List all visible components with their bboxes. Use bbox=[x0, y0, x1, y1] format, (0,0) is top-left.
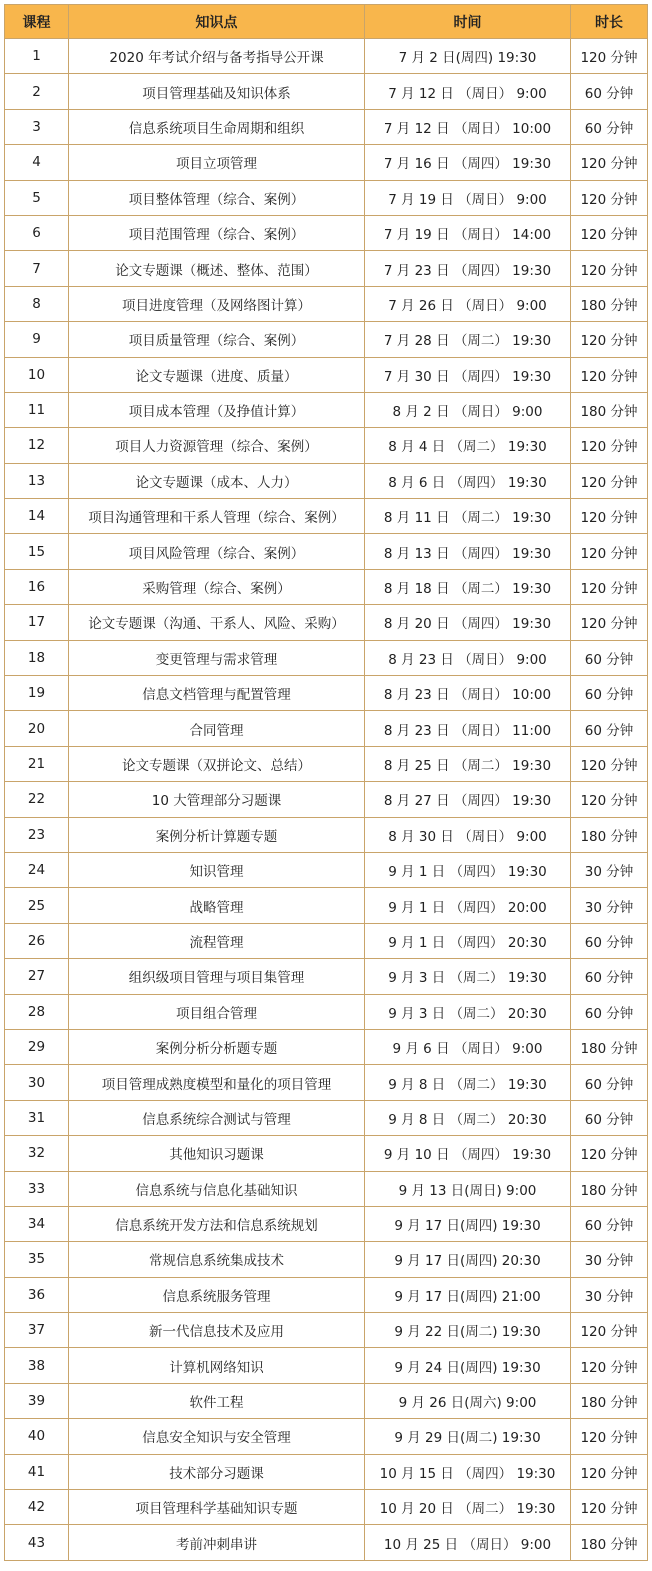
course-duration: 120 分钟 bbox=[571, 145, 648, 180]
course-schedule-table bbox=[4, 4, 648, 1561]
course-topic: 项目管理科学基础知识专题 bbox=[69, 1490, 365, 1525]
course-time: 9 月 17 日(周四) 21:00 bbox=[365, 1277, 571, 1312]
table-row bbox=[5, 1136, 648, 1171]
course-time: 7 月 23 日 （周四） 19:30 bbox=[365, 251, 571, 286]
table-row bbox=[5, 711, 648, 746]
table-row bbox=[5, 463, 648, 498]
course-topic: 2020 年考试介绍与备考指导公开课 bbox=[69, 39, 365, 74]
course-time: 7 月 30 日 （周四） 19:30 bbox=[365, 357, 571, 392]
course-duration: 60 分钟 bbox=[571, 640, 648, 675]
course-number: 33 bbox=[5, 1171, 69, 1206]
course-time: 8 月 23 日 （周日） 10:00 bbox=[365, 676, 571, 711]
course-topic: 技术部分习题课 bbox=[69, 1454, 365, 1489]
course-time: 7 月 19 日 （周日） 9:00 bbox=[365, 180, 571, 215]
course-time: 8 月 2 日 （周日） 9:00 bbox=[365, 392, 571, 427]
course-number: 17 bbox=[5, 605, 69, 640]
course-topic: 信息系统与信息化基础知识 bbox=[69, 1171, 365, 1206]
course-number: 25 bbox=[5, 888, 69, 923]
course-topic: 流程管理 bbox=[69, 923, 365, 958]
table-row bbox=[5, 286, 648, 321]
course-topic: 合同管理 bbox=[69, 711, 365, 746]
course-number: 15 bbox=[5, 534, 69, 569]
course-topic: 项目管理基础及知识体系 bbox=[69, 74, 365, 109]
table-row bbox=[5, 1242, 648, 1277]
course-duration: 180 分钟 bbox=[571, 817, 648, 852]
table-row bbox=[5, 569, 648, 604]
course-duration: 60 分钟 bbox=[571, 1206, 648, 1241]
course-number: 12 bbox=[5, 428, 69, 463]
course-number: 21 bbox=[5, 746, 69, 781]
course-topic: 新一代信息技术及应用 bbox=[69, 1313, 365, 1348]
course-time: 9 月 10 日 （周四） 19:30 bbox=[365, 1136, 571, 1171]
course-topic: 项目整体管理（综合、案例） bbox=[69, 180, 365, 215]
course-topic: 项目进度管理（及网络图计算） bbox=[69, 286, 365, 321]
course-duration: 120 分钟 bbox=[571, 357, 648, 392]
table-row bbox=[5, 392, 648, 427]
course-time: 7 月 12 日 （周日） 10:00 bbox=[365, 109, 571, 144]
course-duration: 180 分钟 bbox=[571, 1029, 648, 1064]
course-number: 2 bbox=[5, 74, 69, 109]
table-row bbox=[5, 1065, 648, 1100]
table-row bbox=[5, 1419, 648, 1454]
table-row bbox=[5, 923, 648, 958]
table-row bbox=[5, 782, 648, 817]
course-number: 41 bbox=[5, 1454, 69, 1489]
table-row bbox=[5, 640, 648, 675]
course-topic: 软件工程 bbox=[69, 1383, 365, 1418]
table-row bbox=[5, 994, 648, 1029]
course-time: 9 月 8 日 （周二） 19:30 bbox=[365, 1065, 571, 1100]
course-time: 9 月 29 日(周二) 19:30 bbox=[365, 1419, 571, 1454]
table-row bbox=[5, 746, 648, 781]
table-row bbox=[5, 109, 648, 144]
table-row bbox=[5, 852, 648, 887]
course-time: 10 月 20 日 （周二） 19:30 bbox=[365, 1490, 571, 1525]
course-topic: 项目立项管理 bbox=[69, 145, 365, 180]
course-number: 16 bbox=[5, 569, 69, 604]
course-number: 11 bbox=[5, 392, 69, 427]
course-number: 43 bbox=[5, 1525, 69, 1560]
course-time: 9 月 6 日 （周日） 9:00 bbox=[365, 1029, 571, 1064]
course-number: 26 bbox=[5, 923, 69, 958]
course-duration: 120 分钟 bbox=[571, 746, 648, 781]
table-row bbox=[5, 605, 648, 640]
course-topic: 案例分析计算题专题 bbox=[69, 817, 365, 852]
header-duration: 时长 bbox=[571, 5, 648, 39]
table-header bbox=[5, 5, 648, 39]
course-duration: 60 分钟 bbox=[571, 1065, 648, 1100]
table-row bbox=[5, 1490, 648, 1525]
course-number: 37 bbox=[5, 1313, 69, 1348]
course-time: 7 月 12 日 （周日） 9:00 bbox=[365, 74, 571, 109]
table-row bbox=[5, 1100, 648, 1135]
course-topic: 项目成本管理（及挣值计算） bbox=[69, 392, 365, 427]
course-number: 27 bbox=[5, 959, 69, 994]
course-duration: 120 分钟 bbox=[571, 1136, 648, 1171]
course-duration: 60 分钟 bbox=[571, 74, 648, 109]
course-duration: 30 分钟 bbox=[571, 1277, 648, 1312]
course-duration: 180 分钟 bbox=[571, 1171, 648, 1206]
course-topic: 其他知识习题课 bbox=[69, 1136, 365, 1171]
table-row bbox=[5, 1277, 648, 1312]
course-time: 8 月 25 日 （周二） 19:30 bbox=[365, 746, 571, 781]
course-number: 10 bbox=[5, 357, 69, 392]
course-time: 8 月 23 日 （周日） 11:00 bbox=[365, 711, 571, 746]
table-row bbox=[5, 357, 648, 392]
course-topic: 采购管理（综合、案例） bbox=[69, 569, 365, 604]
course-duration: 120 分钟 bbox=[571, 180, 648, 215]
course-number: 30 bbox=[5, 1065, 69, 1100]
course-number: 32 bbox=[5, 1136, 69, 1171]
table-row bbox=[5, 74, 648, 109]
course-time: 9 月 1 日 （周四） 20:30 bbox=[365, 923, 571, 958]
course-time: 9 月 1 日 （周四） 19:30 bbox=[365, 852, 571, 887]
course-number: 9 bbox=[5, 322, 69, 357]
course-topic: 常规信息系统集成技术 bbox=[69, 1242, 365, 1277]
table-row bbox=[5, 215, 648, 250]
course-number: 8 bbox=[5, 286, 69, 321]
table-row bbox=[5, 145, 648, 180]
course-time: 9 月 1 日 （周四） 20:00 bbox=[365, 888, 571, 923]
course-time: 7 月 2 日(周四) 19:30 bbox=[365, 39, 571, 74]
course-time: 8 月 4 日 （周二） 19:30 bbox=[365, 428, 571, 463]
course-number: 34 bbox=[5, 1206, 69, 1241]
course-topic: 信息系统项目生命周期和组织 bbox=[69, 109, 365, 144]
course-time: 7 月 28 日 （周二） 19:30 bbox=[365, 322, 571, 357]
table-row bbox=[5, 534, 648, 569]
course-topic: 论文专题课（进度、质量） bbox=[69, 357, 365, 392]
course-number: 40 bbox=[5, 1419, 69, 1454]
course-time: 8 月 13 日 （周四） 19:30 bbox=[365, 534, 571, 569]
course-duration: 120 分钟 bbox=[571, 1454, 648, 1489]
table-row bbox=[5, 1525, 648, 1560]
course-time: 9 月 13 日(周日) 9:00 bbox=[365, 1171, 571, 1206]
course-topic: 论文专题课（双拼论文、总结） bbox=[69, 746, 365, 781]
course-time: 9 月 22 日(周二) 19:30 bbox=[365, 1313, 571, 1348]
course-number: 4 bbox=[5, 145, 69, 180]
course-topic: 项目范围管理（综合、案例） bbox=[69, 215, 365, 250]
course-time: 7 月 26 日 （周日） 9:00 bbox=[365, 286, 571, 321]
course-number: 3 bbox=[5, 109, 69, 144]
table-row bbox=[5, 817, 648, 852]
course-topic: 案例分析分析题专题 bbox=[69, 1029, 365, 1064]
course-topic: 组织级项目管理与项目集管理 bbox=[69, 959, 365, 994]
course-topic: 论文专题课（成本、人力） bbox=[69, 463, 365, 498]
course-number: 14 bbox=[5, 499, 69, 534]
course-number: 18 bbox=[5, 640, 69, 675]
table-row bbox=[5, 322, 648, 357]
course-number: 35 bbox=[5, 1242, 69, 1277]
table-row bbox=[5, 1171, 648, 1206]
table-row bbox=[5, 1454, 648, 1489]
course-number: 13 bbox=[5, 463, 69, 498]
course-duration: 120 分钟 bbox=[571, 499, 648, 534]
course-duration: 60 分钟 bbox=[571, 711, 648, 746]
table-row bbox=[5, 428, 648, 463]
course-topic: 信息系统综合测试与管理 bbox=[69, 1100, 365, 1135]
course-number: 20 bbox=[5, 711, 69, 746]
course-time: 8 月 30 日 （周日） 9:00 bbox=[365, 817, 571, 852]
table-row bbox=[5, 888, 648, 923]
course-number: 31 bbox=[5, 1100, 69, 1135]
course-time: 9 月 24 日(周四) 19:30 bbox=[365, 1348, 571, 1383]
course-time: 9 月 3 日 （周二） 20:30 bbox=[365, 994, 571, 1029]
course-duration: 30 分钟 bbox=[571, 888, 648, 923]
table-row bbox=[5, 1313, 648, 1348]
course-duration: 120 分钟 bbox=[571, 39, 648, 74]
course-duration: 180 分钟 bbox=[571, 1525, 648, 1560]
course-number: 29 bbox=[5, 1029, 69, 1064]
course-number: 38 bbox=[5, 1348, 69, 1383]
course-time: 9 月 8 日 （周二） 20:30 bbox=[365, 1100, 571, 1135]
table-row bbox=[5, 1383, 648, 1418]
course-time: 8 月 20 日 （周四） 19:30 bbox=[365, 605, 571, 640]
header-row bbox=[5, 5, 648, 39]
table-row bbox=[5, 959, 648, 994]
table-row bbox=[5, 180, 648, 215]
course-topic: 10 大管理部分习题课 bbox=[69, 782, 365, 817]
course-time: 9 月 17 日(周四) 20:30 bbox=[365, 1242, 571, 1277]
table-row bbox=[5, 1029, 648, 1064]
course-topic: 信息系统开发方法和信息系统规划 bbox=[69, 1206, 365, 1241]
course-number: 39 bbox=[5, 1383, 69, 1418]
course-time: 7 月 16 日 （周四） 19:30 bbox=[365, 145, 571, 180]
course-topic: 项目管理成熟度模型和量化的项目管理 bbox=[69, 1065, 365, 1100]
course-topic: 论文专题课（概述、整体、范围） bbox=[69, 251, 365, 286]
course-topic: 信息系统服务管理 bbox=[69, 1277, 365, 1312]
course-topic: 项目风险管理（综合、案例） bbox=[69, 534, 365, 569]
course-number: 36 bbox=[5, 1277, 69, 1312]
course-duration: 60 分钟 bbox=[571, 923, 648, 958]
course-number: 28 bbox=[5, 994, 69, 1029]
course-duration: 120 分钟 bbox=[571, 534, 648, 569]
course-topic: 论文专题课（沟通、干系人、风险、采购） bbox=[69, 605, 365, 640]
course-topic: 项目组合管理 bbox=[69, 994, 365, 1029]
course-duration: 120 分钟 bbox=[571, 428, 648, 463]
course-duration: 120 分钟 bbox=[571, 322, 648, 357]
course-topic: 信息文档管理与配置管理 bbox=[69, 676, 365, 711]
table-row bbox=[5, 251, 648, 286]
header-topic: 知识点 bbox=[69, 5, 365, 39]
course-number: 19 bbox=[5, 676, 69, 711]
course-duration: 120 分钟 bbox=[571, 782, 648, 817]
course-duration: 120 分钟 bbox=[571, 463, 648, 498]
table-body bbox=[5, 39, 648, 1561]
course-duration: 120 分钟 bbox=[571, 1419, 648, 1454]
course-time: 8 月 11 日 （周二） 19:30 bbox=[365, 499, 571, 534]
course-duration: 120 分钟 bbox=[571, 605, 648, 640]
course-time: 7 月 19 日 （周日） 14:00 bbox=[365, 215, 571, 250]
course-time: 10 月 25 日 （周日） 9:00 bbox=[365, 1525, 571, 1560]
course-time: 8 月 23 日 （周日） 9:00 bbox=[365, 640, 571, 675]
table-row bbox=[5, 39, 648, 74]
course-topic: 知识管理 bbox=[69, 852, 365, 887]
course-topic: 项目沟通管理和干系人管理（综合、案例） bbox=[69, 499, 365, 534]
course-duration: 120 分钟 bbox=[571, 1313, 648, 1348]
course-time: 9 月 17 日(周四) 19:30 bbox=[365, 1206, 571, 1241]
course-duration: 60 分钟 bbox=[571, 676, 648, 711]
course-number: 7 bbox=[5, 251, 69, 286]
course-topic: 信息安全知识与安全管理 bbox=[69, 1419, 365, 1454]
course-topic: 变更管理与需求管理 bbox=[69, 640, 365, 675]
header-time: 时间 bbox=[365, 5, 571, 39]
course-duration: 30 分钟 bbox=[571, 852, 648, 887]
course-duration: 120 分钟 bbox=[571, 569, 648, 604]
course-number: 42 bbox=[5, 1490, 69, 1525]
course-time: 9 月 26 日(周六) 9:00 bbox=[365, 1383, 571, 1418]
course-time: 8 月 27 日 （周四） 19:30 bbox=[365, 782, 571, 817]
course-time: 10 月 15 日 （周四） 19:30 bbox=[365, 1454, 571, 1489]
course-duration: 120 分钟 bbox=[571, 1490, 648, 1525]
course-number: 23 bbox=[5, 817, 69, 852]
course-topic: 项目质量管理（综合、案例） bbox=[69, 322, 365, 357]
course-duration: 180 分钟 bbox=[571, 286, 648, 321]
course-duration: 120 分钟 bbox=[571, 1348, 648, 1383]
table-row bbox=[5, 676, 648, 711]
course-duration: 120 分钟 bbox=[571, 251, 648, 286]
course-topic: 项目人力资源管理（综合、案例） bbox=[69, 428, 365, 463]
course-number: 5 bbox=[5, 180, 69, 215]
course-topic: 考前冲刺串讲 bbox=[69, 1525, 365, 1560]
course-duration: 60 分钟 bbox=[571, 959, 648, 994]
course-duration: 180 分钟 bbox=[571, 1383, 648, 1418]
course-number: 22 bbox=[5, 782, 69, 817]
course-number: 24 bbox=[5, 852, 69, 887]
course-duration: 60 分钟 bbox=[571, 109, 648, 144]
course-number: 6 bbox=[5, 215, 69, 250]
header-course: 课程 bbox=[5, 5, 69, 39]
course-topic: 计算机网络知识 bbox=[69, 1348, 365, 1383]
course-time: 9 月 3 日 （周二） 19:30 bbox=[365, 959, 571, 994]
course-duration: 60 分钟 bbox=[571, 1100, 648, 1135]
course-time: 8 月 18 日 （周二） 19:30 bbox=[365, 569, 571, 604]
table-row bbox=[5, 499, 648, 534]
course-duration: 120 分钟 bbox=[571, 215, 648, 250]
course-duration: 180 分钟 bbox=[571, 392, 648, 427]
table-row bbox=[5, 1206, 648, 1241]
course-number: 1 bbox=[5, 39, 69, 74]
table-row bbox=[5, 1348, 648, 1383]
course-duration: 30 分钟 bbox=[571, 1242, 648, 1277]
course-topic: 战略管理 bbox=[69, 888, 365, 923]
course-time: 8 月 6 日 （周四） 19:30 bbox=[365, 463, 571, 498]
course-duration: 60 分钟 bbox=[571, 994, 648, 1029]
